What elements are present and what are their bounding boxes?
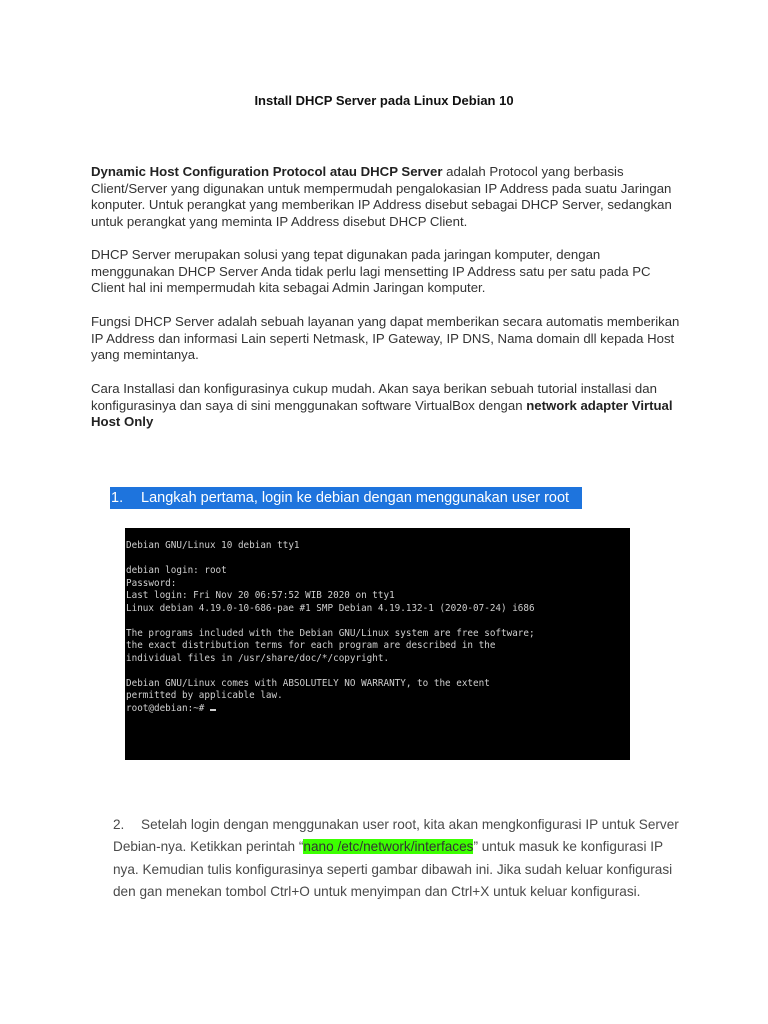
terminal-line: Debian GNU/Linux 10 debian tty1 (126, 540, 300, 551)
intro-paragraph (91, 164, 681, 230)
command-highlight: nano /etc/network/interfaces (303, 839, 474, 855)
terminal-cursor (210, 709, 216, 711)
step-2-text-after: ” untuk masuk ke konfigurasi IP nya. Kemudian tulis konfigurasinya seperti gambar dibawah ini. Jika sudah keluar konfigurasi den gan menekan tombol Ctrl+O untuk menyimpan dan Ctrl+X untuk keluar konfigurasi. (113, 839, 673, 899)
intro-bold-term: Dynamic Host Configuration Protocol atau DHCP Server (91, 164, 443, 179)
terminal-screenshot (125, 528, 630, 760)
step-1-number: 1. (111, 490, 124, 506)
paragraph-4 (91, 381, 681, 431)
step-2-number: 2. (113, 817, 125, 832)
step-2-paragraph (113, 814, 688, 903)
step-2-text-before: Setelah login dengan menggunakan user root, kita akan mengkonfigurasi IP untuk Server Debian-nya. Ketikkan perintah “ (113, 817, 679, 855)
step-1-heading (110, 487, 582, 509)
terminal-line (125, 665, 630, 678)
terminal-prompt: root@debian:~# (126, 702, 210, 714)
terminal-line: Password: (126, 577, 177, 589)
paragraph-2: DHCP Server merupakan solusi yang tepat digunakan pada jaringan komputer, dengan menggunakan DHCP Server Anda tidak perlu lagi mensetting IP Address satu per satu pada PC Client hal ini mempermudah kita sebagai Admin Jaringan komputer. (91, 247, 651, 295)
terminal-line: individual files in /usr/share/doc/*/copyright. (126, 652, 390, 664)
paragraph-4-text: Cara Installasi dan konfigurasinya cukup mudah. Akan saya berikan sebuah tutorial installasi dan konfigurasinya dan saya di sini menggunakan software VirtualBox dengan (91, 381, 657, 413)
terminal-line: permitted by applicable law. (126, 690, 283, 701)
terminal-line: Last login: Fri Nov 20 06:57:52 WIB 2020 on tty1 (126, 590, 395, 601)
paragraph-3: Fungsi DHCP Server adalah sebuah layanan yang dapat memberikan secara automatis memberikan IP Address dan informasi Lain seperti Netmask, IP Gateway, IP DNS, Nama domain dll kepada Host yang memintanya. (91, 314, 680, 362)
terminal-line: The programs included with the Debian GNU/Linux system are free software; (126, 627, 535, 639)
terminal-prompt-line (125, 703, 630, 716)
terminal-line (125, 553, 630, 566)
terminal-line: Debian GNU/Linux comes with ABSOLUTELY NO WARRANTY, to the extent (126, 677, 490, 689)
terminal-line: debian login: root (126, 565, 227, 576)
document-title: Install DHCP Server pada Linux Debian 10 (254, 93, 514, 108)
intro-text: adalah Protocol yang berbasis Client/Server yang digunakan untuk mempermudah pengalokasian IP Address pada suatu Jaringan konputer. Untuk perangkat yang memberikan IP Address disebut sebagai DHCP Server, sedangkan untuk perangkat yang meminta IP Address disebut DHCP Client. (91, 164, 672, 229)
paragraph-4-bold: network adapter Virtual Host Only (91, 397, 673, 429)
step-1-text: Langkah pertama, login ke debian dengan menggunakan user root (141, 490, 570, 506)
terminal-line (125, 615, 630, 628)
terminal-line: Linux debian 4.19.0-10-686-pae #1 SMP Debian 4.19.132-1 (2020-07-24) i686 (126, 602, 535, 614)
terminal-line: the exact distribution terms for each program are described in the (126, 640, 496, 651)
